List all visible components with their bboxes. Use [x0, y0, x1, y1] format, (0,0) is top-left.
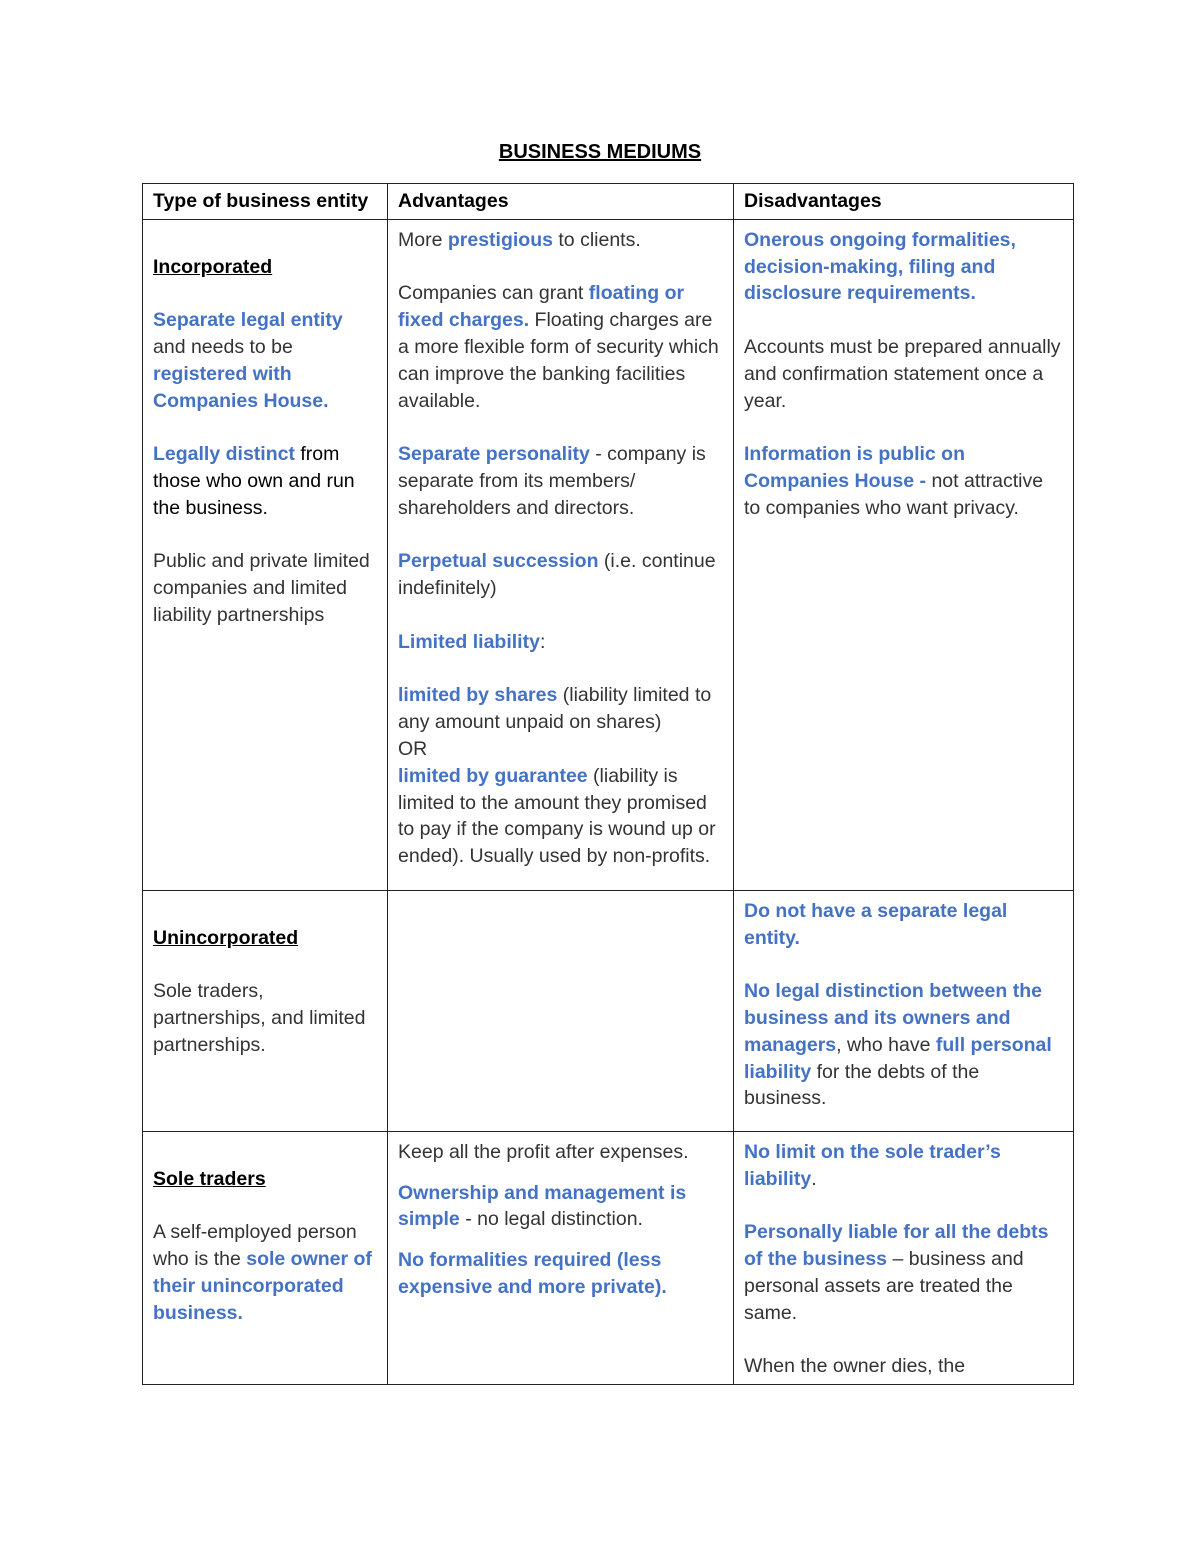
incorporated-examples: Public and private limited companies and limited liability partnerships [153, 550, 370, 626]
registered-companies-house: registered with Companies House. [153, 362, 329, 412]
text: A self-employed person who is the [153, 1221, 357, 1270]
owner-dies-text: When the owner dies, the [744, 1355, 966, 1378]
information-public: Information is public on Companies House - [744, 443, 965, 492]
sole-traders-heading: Sole traders [153, 1167, 266, 1190]
no-legal-distinction: No legal distinction between the business and its owners and managers [744, 980, 1042, 1056]
text: - company is separate from its members/ shareholders and directors. [398, 443, 706, 519]
or-text: OR [398, 737, 428, 760]
text: – [887, 1247, 904, 1270]
text: . [811, 1167, 817, 1190]
onerous-formalities: Onerous ongoing formalities, decision-making, filing and disclosure requirements. [744, 228, 1016, 305]
text: Companies can grant [398, 282, 589, 305]
text: for the debts of the business. [744, 1060, 980, 1110]
prestigious: prestigious [447, 228, 553, 251]
sole-type-cell [143, 1131, 388, 1384]
text: and needs to be [153, 335, 293, 358]
table-row-unincorporated [143, 890, 1074, 1131]
ownership-simple: Ownership and management is simple [398, 1181, 687, 1231]
unincorporated-disadvantages-cell [734, 890, 1074, 1131]
text: (liability limited to any amount unpaid on shares) [398, 684, 712, 734]
text: not attractive to companies who want privacy. [744, 469, 1044, 519]
header-disadvantages: Disadvantages [734, 184, 1074, 220]
table-header-row [143, 184, 1074, 220]
incorporated-type-cell [143, 219, 388, 890]
no-limit-liability: No limit on the sole trader’s liability [744, 1140, 1001, 1190]
incorporated-disadvantages-cell [734, 219, 1074, 890]
header-type: Type of business entity [143, 184, 388, 220]
text: business and personal assets are treated the same. [744, 1247, 1024, 1324]
separate-personality: Separate personality [398, 443, 590, 466]
full-personal-liability: full personal liability [744, 1033, 1052, 1083]
text: , who have [836, 1033, 936, 1056]
personally-liable: Personally liable for all the debts of the business [744, 1221, 1049, 1270]
limited-by-shares: limited by shares [398, 684, 558, 707]
legally-distinct: Legally distinct [153, 443, 295, 466]
incorporated-heading: Incorporated [153, 255, 273, 278]
page-title: BUSINESS MEDIUMS [498, 141, 702, 163]
text: - no legal distinction. [459, 1208, 643, 1231]
text: (liability is limited to the amount they promised to pay if the company is wound up or ended). Usually used by non-profits. [398, 764, 716, 868]
no-separate-entity: Do not have a separate legal entity. [744, 899, 1008, 949]
accounts-text: Accounts must be prepared annually and confirmation statement once a year. [744, 335, 1061, 412]
unincorporated-advantages-cell [388, 890, 734, 1131]
floating-charges: floating or fixed charges. [398, 282, 685, 332]
limited-liability: Limited liability [398, 630, 540, 653]
unincorporated-type-cell [143, 890, 388, 1131]
business-mediums-table [142, 183, 1074, 1385]
header-advantages: Advantages [388, 184, 734, 220]
unincorporated-heading: Unincorporated [153, 926, 299, 949]
text: to clients. [552, 228, 641, 251]
sole-owner: sole owner of their unincorporated business. [153, 1247, 372, 1324]
incorporated-advantages-cell [388, 219, 734, 890]
limited-by-guarantee: limited by guarantee [398, 764, 588, 787]
text: : [539, 630, 546, 653]
text: (i.e. continue indefinitely) [398, 550, 716, 600]
text: More [398, 228, 448, 251]
less-expensive: (less expensive and more private). [398, 1249, 667, 1298]
sole-advantages-cell [388, 1131, 734, 1384]
text: Floating charges are a more flexible form of security which can improve the banking facilities available. [398, 309, 719, 412]
no-formalities: No formalities required [398, 1249, 612, 1272]
text: from those who own and run the business. [153, 443, 355, 519]
keep-profit: Keep all the profit after expenses. [398, 1140, 689, 1163]
unincorporated-examples: Sole traders, partnerships, and limited partnerships. [153, 980, 366, 1056]
sole-disadvantages-cell [734, 1131, 1074, 1384]
table-row-sole-traders [143, 1131, 1074, 1384]
table-row-incorporated [143, 219, 1074, 890]
separate-legal-entity: Separate legal entity [153, 309, 343, 332]
perpetual-succession: Perpetual succession [398, 550, 599, 573]
